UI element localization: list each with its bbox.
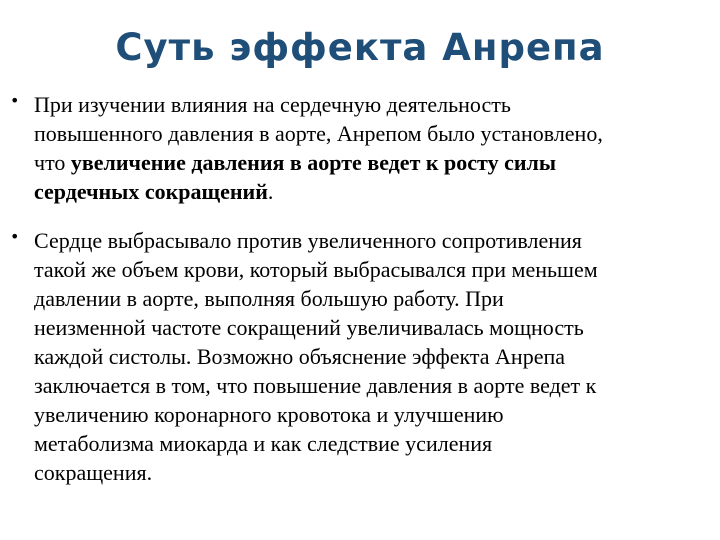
text-line: [34, 429, 714, 458]
text-segment: увеличению коронарного кровотока и улучшению: [34, 402, 504, 427]
text-line: [34, 119, 714, 148]
text-line: [34, 313, 714, 342]
slide-title: Суть эффекта Анрепа: [115, 26, 605, 69]
text-segment: При изучении влияния на сердечную деятельность: [34, 92, 511, 117]
text-segment: Сердце выбрасывало против увеличенного сопротивления: [34, 228, 582, 253]
text-line: [34, 371, 714, 400]
text-segment: метаболизма миокарда и как следствие усиления: [34, 431, 493, 456]
text-segment: такой же объем крови, который выбрасывался при меньшем: [34, 257, 598, 282]
text-line: [34, 255, 714, 284]
text-segment: заключается в том, что повышение давления в аорте ведет к: [34, 373, 597, 398]
text-line: [34, 177, 714, 206]
text-segment: что: [34, 150, 71, 175]
text-line: [34, 458, 714, 487]
bullet-text-1: [34, 90, 714, 206]
emphasized-text: сердечных сокращений: [34, 179, 268, 204]
bullet-marker: •: [10, 91, 20, 110]
text-line: [34, 226, 714, 255]
text-segment: неизменной частоте сокращений увеличивалась мощность: [34, 315, 584, 340]
text-line: [34, 342, 714, 371]
text-line: [34, 284, 714, 313]
bullet-marker: •: [10, 227, 20, 246]
text-segment: каждой систолы. Возможно объяснение эффекта Анрепа: [34, 344, 566, 369]
text-segment: давлении в аорте, выполняя большую работу. При: [34, 286, 504, 311]
text-line: [34, 400, 714, 429]
text-segment: сокращения.: [34, 460, 153, 485]
text-line: [34, 90, 714, 119]
bullet-text-2: [34, 226, 714, 487]
text-line: [34, 148, 714, 177]
text-segment: .: [267, 179, 274, 204]
emphasized-text: увеличение давления в аорте ведет к росту силы: [70, 150, 557, 175]
text-segment: повышенного давления в аорте, Анрепом было установлено,: [34, 121, 603, 146]
